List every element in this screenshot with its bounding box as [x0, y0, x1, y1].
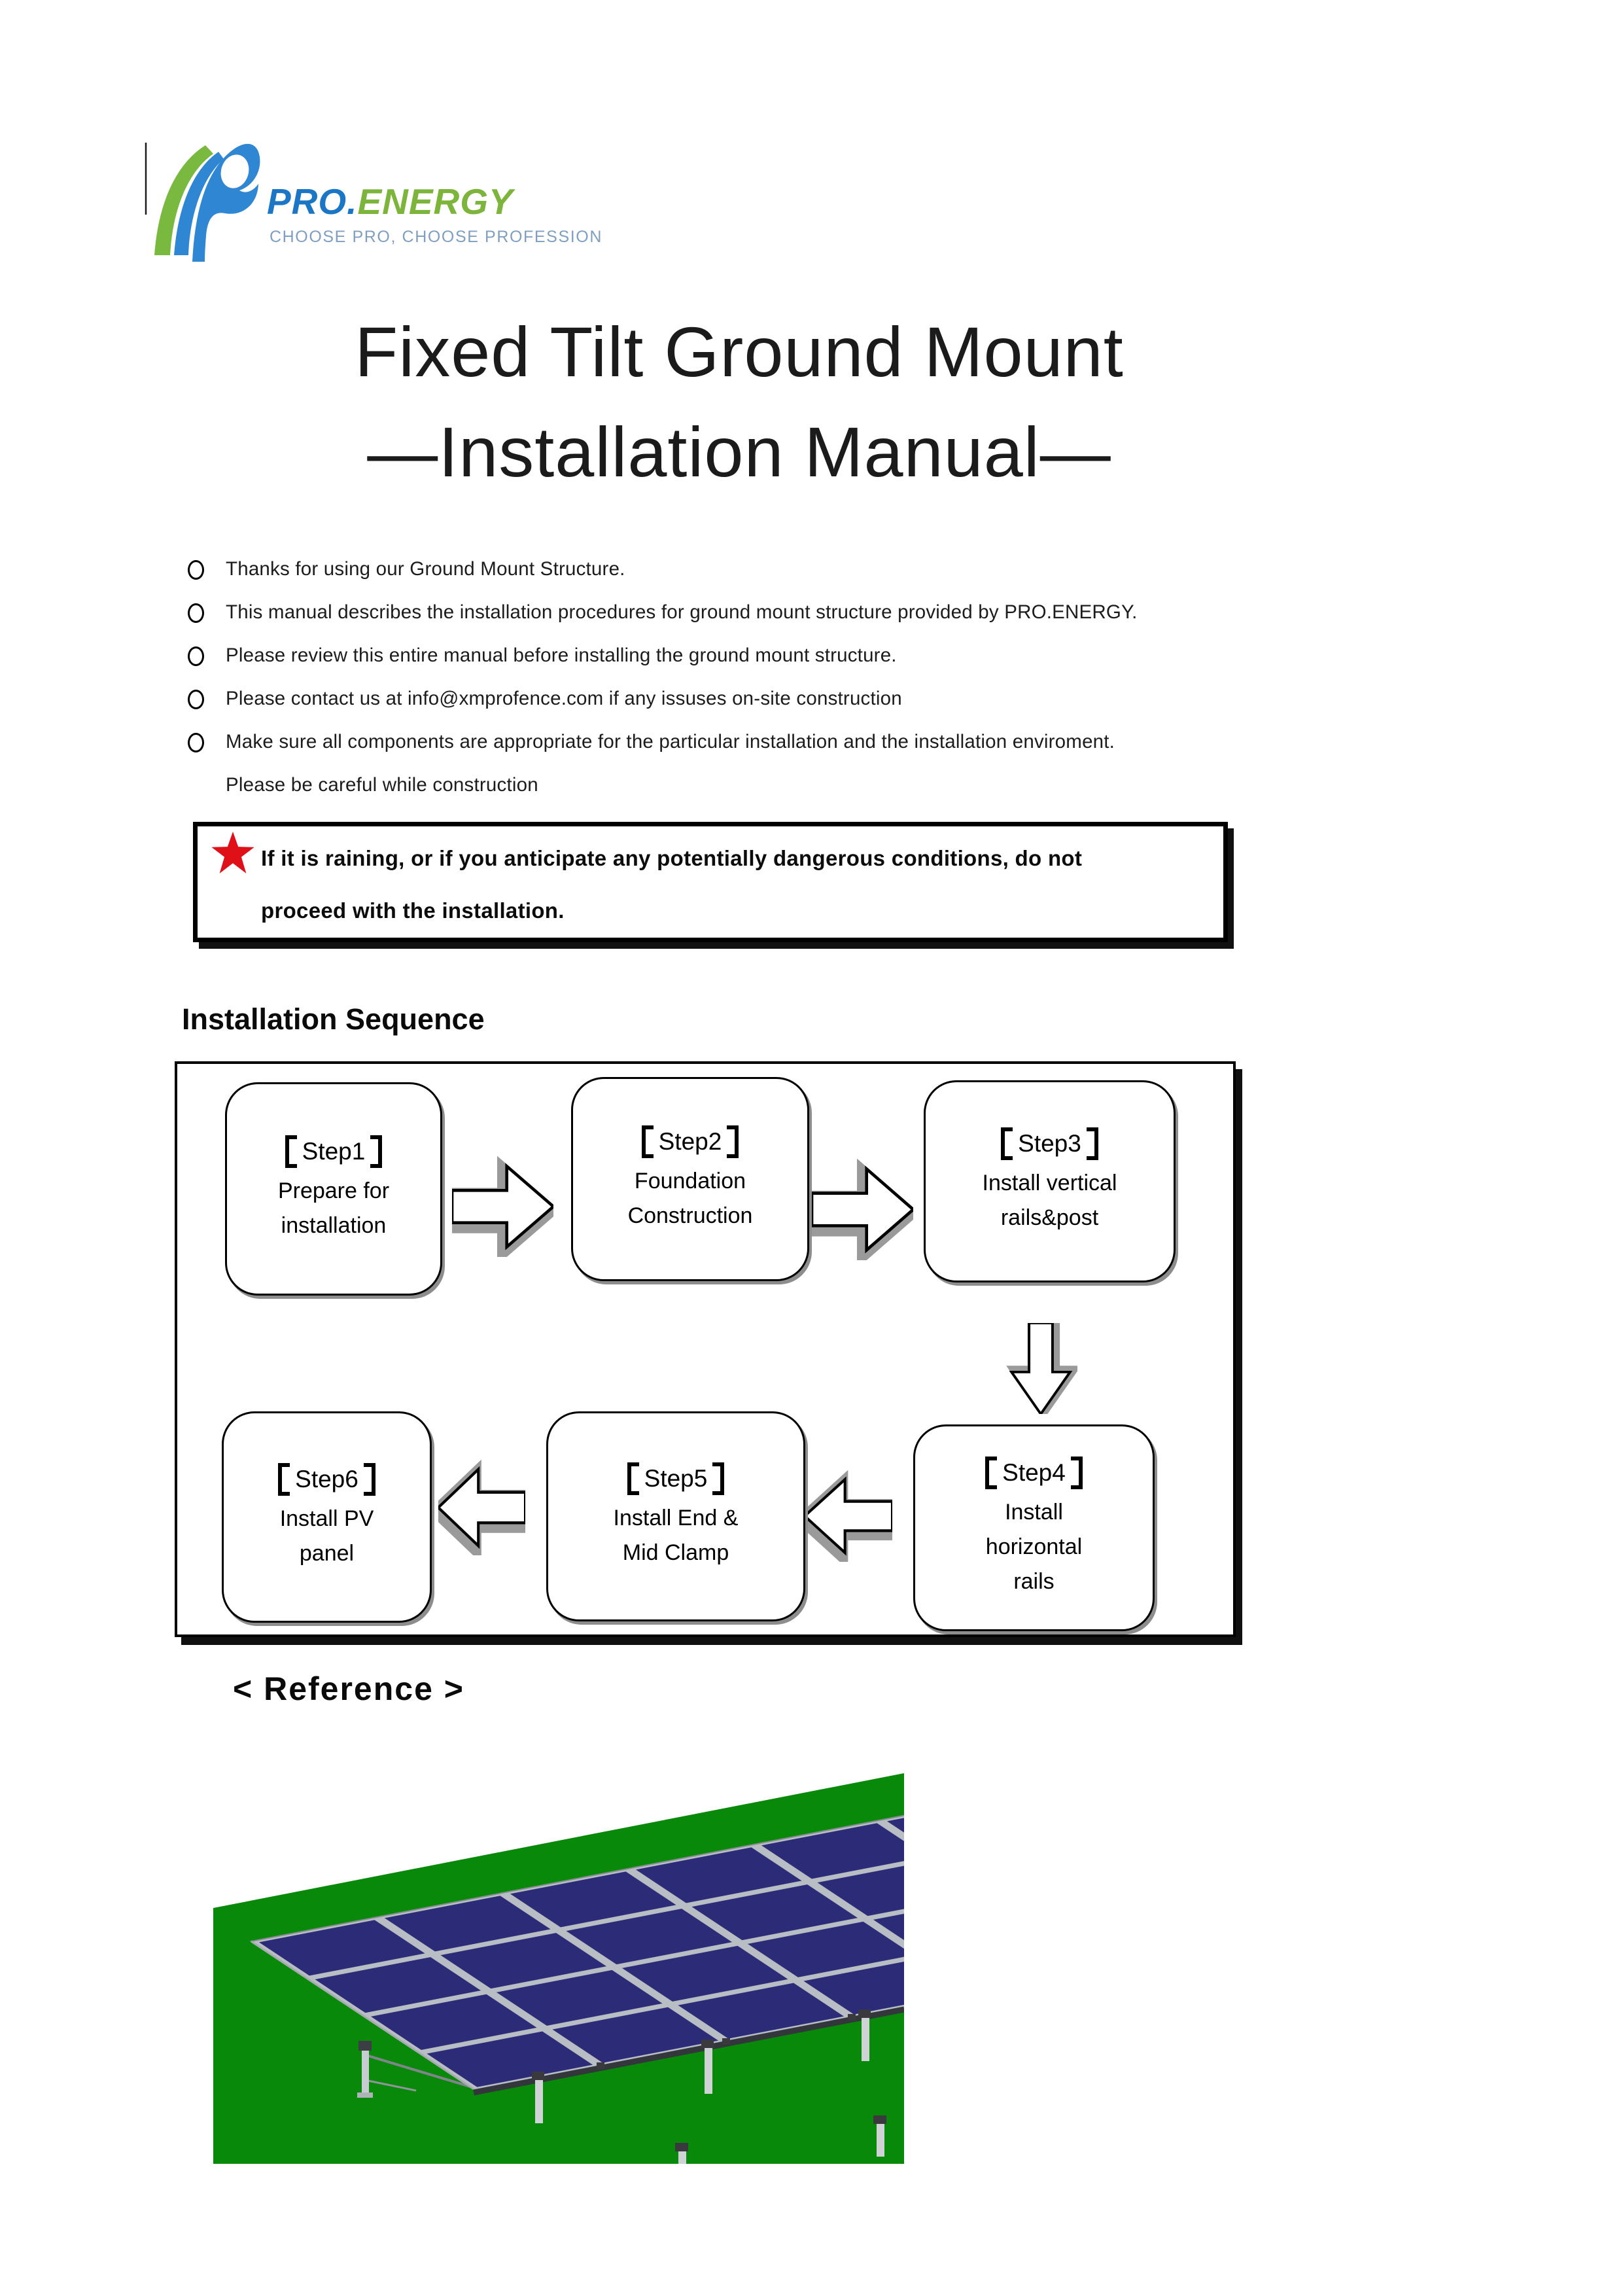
warning-text-line2: proceed with the installation.: [261, 898, 565, 923]
bullet-circle-icon: [188, 690, 204, 709]
step-line: horizontal: [985, 1534, 1083, 1559]
arrow-left-icon: [805, 1470, 892, 1562]
bullet-circle-icon: [188, 560, 204, 580]
warning-star-icon: [211, 830, 255, 878]
brand-energy: ENERGY: [357, 181, 514, 222]
bullet-text-line2: Please be careful while construction: [226, 774, 538, 796]
bracket-open-icon: [985, 1457, 997, 1489]
step-line: rails&post: [1000, 1205, 1099, 1230]
step-line: Install PV: [279, 1506, 374, 1531]
pro-energy-logo-icon: [144, 136, 263, 262]
section-heading-installation-sequence: Installation Sequence: [182, 1002, 485, 1036]
step-line: rails: [1013, 1569, 1055, 1594]
step-line: Foundation: [634, 1168, 746, 1193]
step-box-5: [546, 1411, 805, 1621]
step-label-text: Step4: [1002, 1459, 1066, 1486]
bracket-open-icon: [278, 1463, 290, 1496]
bracket-open-icon: [627, 1462, 639, 1495]
bullet-text: Thanks for using our Ground Mount Structure.: [226, 558, 625, 580]
step-line: Construction: [627, 1203, 753, 1228]
list-item: [188, 729, 1470, 798]
bullet-circle-icon: [188, 646, 204, 666]
step-box-6: [222, 1411, 432, 1623]
step-line: Mid Clamp: [622, 1540, 729, 1565]
list-item: [188, 686, 1470, 711]
step-label: [985, 1457, 1083, 1489]
step-line: Install End &: [613, 1506, 739, 1530]
step-label: [1001, 1127, 1098, 1160]
bracket-close-icon: [1071, 1457, 1083, 1489]
arrow-right-icon: [452, 1156, 553, 1257]
page-title-line1: Fixed Tilt Ground Mount: [355, 312, 1124, 391]
bracket-close-icon: [712, 1462, 724, 1495]
bullet-text: Please review this entire manual before installing the ground mount structure.: [226, 645, 897, 666]
step-line: Install: [1005, 1500, 1063, 1525]
step-label: [627, 1462, 725, 1495]
reference-solar-array-image: [213, 1760, 904, 2164]
step-label-text: Step1: [302, 1137, 366, 1165]
arrow-down-icon: [1004, 1323, 1077, 1414]
bullet-text: [226, 729, 1115, 798]
bullet-circle-icon: [188, 603, 204, 623]
step-label-text: Step3: [1018, 1130, 1081, 1157]
bracket-close-icon: [364, 1463, 375, 1496]
step-line: panel: [299, 1541, 355, 1566]
bullet-text-line1: Make sure all components are appropriate for the particular installation and the installation enviroment.: [226, 731, 1115, 752]
step-line: Install vertical: [982, 1171, 1117, 1195]
step-label: [285, 1135, 383, 1168]
bracket-close-icon: [1087, 1127, 1098, 1160]
step-label-text: Step2: [658, 1127, 722, 1155]
step-box-2: [571, 1077, 809, 1281]
bracket-open-icon: [285, 1135, 297, 1168]
bracket-open-icon: [1001, 1127, 1013, 1160]
list-item: [188, 556, 1470, 582]
step-line: Prepare for: [277, 1178, 390, 1203]
section-heading-reference: < Reference >: [233, 1670, 464, 1707]
flowchart-container: [175, 1061, 1236, 1637]
bullet-circle-icon: [188, 733, 204, 752]
warning-text-line1: If it is raining, or if you anticipate any potentially dangerous conditions, do not: [261, 846, 1083, 870]
step-line: installation: [281, 1212, 387, 1238]
arrow-left-icon: [438, 1460, 525, 1555]
brand-name: [267, 181, 514, 222]
warning-box: [193, 822, 1228, 942]
intro-bullet-list: [188, 556, 1470, 815]
brand-pro: PRO.: [267, 181, 358, 222]
bullet-text: This manual describes the installation procedures for ground mount structure provided by PRO.ENERGY.: [226, 601, 1138, 623]
step-label-text: Step5: [644, 1465, 708, 1492]
step-label: [642, 1125, 739, 1158]
step-label-text: Step6: [295, 1466, 358, 1492]
step-box-1: [225, 1082, 442, 1296]
bracket-close-icon: [370, 1135, 382, 1168]
step-label: [278, 1463, 375, 1496]
list-item: [188, 599, 1470, 625]
arrow-right-icon: [812, 1159, 913, 1260]
step-box-3: [924, 1080, 1176, 1282]
bracket-open-icon: [642, 1125, 654, 1158]
bullet-text: Please contact us at info@xmprofence.com if any issuses on-site construction: [226, 688, 902, 709]
step-box-4: [913, 1424, 1155, 1631]
list-item: [188, 643, 1470, 668]
page-title-line2: —Installation Manual—: [367, 412, 1111, 491]
brand-tagline: CHOOSE PRO, CHOOSE PROFESSION: [270, 228, 602, 246]
bracket-close-icon: [727, 1125, 739, 1158]
